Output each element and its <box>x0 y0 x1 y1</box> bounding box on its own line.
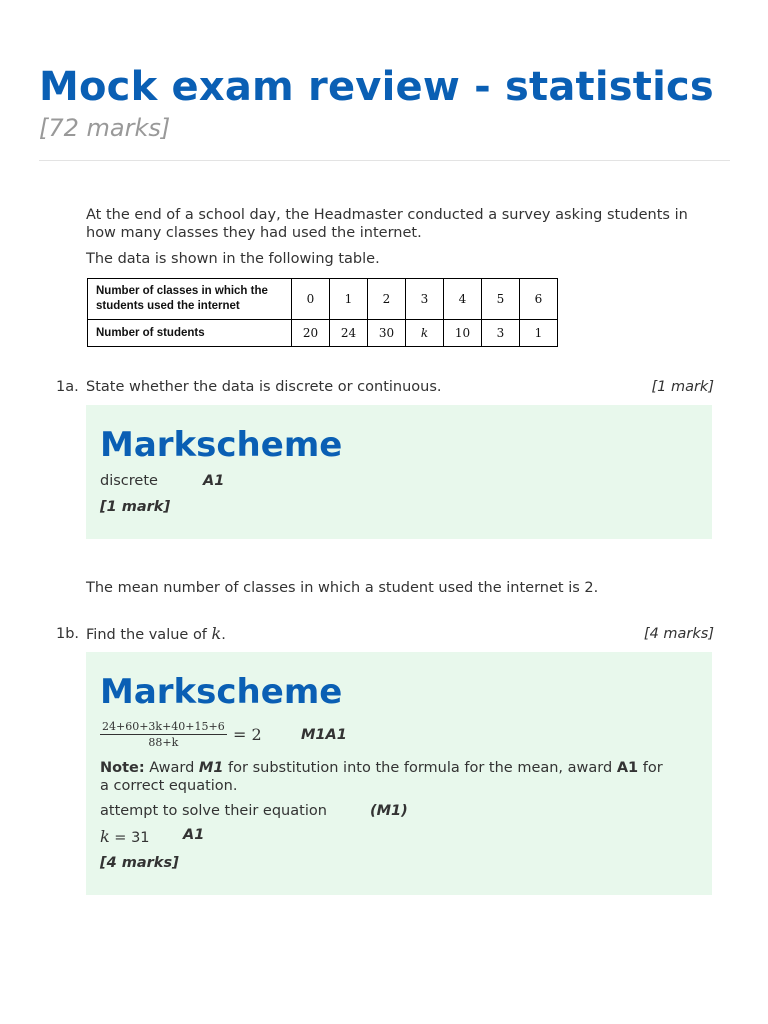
table-cell: 3 <box>482 320 520 347</box>
note-line-2: a correct equation. <box>100 778 238 794</box>
question-stem: The mean number of classes in which a student used the internet is 2. <box>86 580 599 596</box>
award-code: M1A1 <box>301 727 347 743</box>
question-text-end: . <box>221 627 226 643</box>
table-intro: The data is shown in the following table. <box>86 251 380 267</box>
markscheme-title: Markscheme <box>100 425 343 465</box>
award-code: A1 <box>183 827 205 843</box>
question-number-1a: 1a. <box>56 379 79 395</box>
table-cell: 5 <box>482 279 520 320</box>
equation-rhs: = 2 <box>233 725 262 744</box>
table-cell: 30 <box>368 320 406 347</box>
row-header-classes: Number of classes in which the students used the internet <box>88 279 292 320</box>
mean-fraction <box>100 720 227 749</box>
table-row <box>88 279 558 320</box>
question-text-start: Find the value of <box>86 627 212 643</box>
table-cell: 20 <box>292 320 330 347</box>
variable-k: k <box>100 827 110 846</box>
note-line <box>100 760 663 776</box>
question-number-1b: 1b. <box>56 626 80 642</box>
table-cell: 2 <box>368 279 406 320</box>
answer-value: = 31 <box>109 830 150 846</box>
attempt-line <box>100 803 408 819</box>
table-row <box>88 320 558 347</box>
question-text-1a: State whether the data is discrete or continuous. <box>86 379 442 395</box>
markscheme-title: Markscheme <box>100 672 343 712</box>
markscheme-total: [4 marks] <box>100 855 179 871</box>
attempt-text: attempt to solve their equation <box>100 803 327 819</box>
table-cell: 0 <box>292 279 330 320</box>
divider <box>39 160 730 161</box>
row-header-students: Number of students <box>88 320 292 347</box>
note-text: for <box>638 760 663 776</box>
total-marks: [72 marks] <box>39 114 171 142</box>
answer-line <box>100 827 205 846</box>
fraction-denominator: 88+k <box>148 736 179 749</box>
note-m1: M1 <box>198 760 224 776</box>
award-code: A1 <box>203 473 225 489</box>
intro-paragraph: At the end of a school day, the Headmaster conducted a survey asking students in how many classes they had used the internet. <box>86 207 688 241</box>
markscheme-total: [1 mark] <box>100 499 171 515</box>
note-text: Award <box>144 760 199 776</box>
fraction-numerator: 24+60+3k+40+15+6 <box>102 720 225 733</box>
markscheme-box-1a <box>86 405 712 539</box>
award-code: (M1) <box>370 803 408 819</box>
answer-text: discrete <box>100 473 158 489</box>
markscheme-box-1b <box>86 652 712 895</box>
table-cell: 10 <box>444 320 482 347</box>
variable-k: k <box>211 624 222 643</box>
note-text: for substitution into the formula for the mean, award <box>223 760 617 776</box>
table-cell: 1 <box>330 279 368 320</box>
table-cell: 4 <box>444 279 482 320</box>
note-a1: A1 <box>616 760 639 776</box>
table-cell: 3 <box>406 279 444 320</box>
question-marks-1b: [4 marks] <box>643 626 714 642</box>
table-cell: 24 <box>330 320 368 347</box>
note-label: Note: <box>100 760 145 776</box>
markscheme-answer <box>100 473 225 489</box>
question-marks-1a: [1 mark] <box>651 379 714 395</box>
table-cell: 1 <box>520 320 558 347</box>
table-cell: k <box>406 320 444 347</box>
table-cell: 6 <box>520 279 558 320</box>
question-text-1b <box>86 624 226 643</box>
page-title: Mock exam review - statistics <box>39 64 714 110</box>
survey-table <box>87 278 558 347</box>
